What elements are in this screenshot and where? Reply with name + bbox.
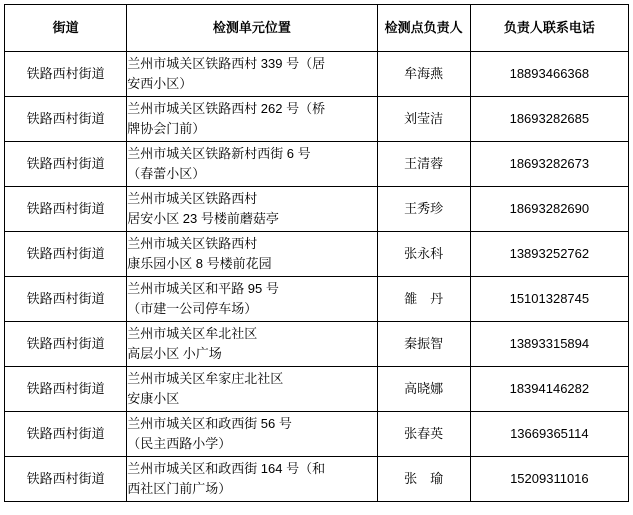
location-line: 兰州市城关区铁路西村	[127, 236, 258, 251]
table-row	[5, 412, 629, 457]
cell-phone: 15209311016	[470, 457, 628, 502]
table-header	[5, 5, 629, 52]
cell-location	[127, 52, 377, 97]
location-line: 牌协会门前）	[127, 121, 206, 136]
cell-street: 铁路西村街道	[5, 412, 127, 457]
location-line: 高层小区 小广场	[127, 346, 222, 361]
cell-location	[127, 277, 377, 322]
table-row	[5, 277, 629, 322]
location-line: 兰州市城关区和政西街 56 号	[127, 416, 292, 431]
location-line: 兰州市城关区和政西街 164 号（和	[127, 461, 326, 476]
cell-street: 铁路西村街道	[5, 97, 127, 142]
location-line: 兰州市城关区铁路新村西街 6 号	[127, 146, 311, 161]
table-row	[5, 97, 629, 142]
cell-phone: 13893315894	[470, 322, 628, 367]
table-row	[5, 322, 629, 367]
cell-person: 张永科	[377, 232, 470, 277]
cell-person: 雒 丹	[377, 277, 470, 322]
location-line: 居安小区 23 号楼前蘑菇亭	[127, 211, 279, 226]
location-line: 西社区门前广场）	[127, 481, 232, 496]
cell-phone: 13893252762	[470, 232, 628, 277]
location-line: 兰州市城关区铁路西村	[127, 191, 258, 206]
location-line: 兰州市城关区铁路西村 262 号（桥	[127, 101, 326, 116]
cell-location	[127, 187, 377, 232]
location-line: 兰州市城关区铁路西村 339 号（居	[127, 56, 326, 71]
cell-street: 铁路西村街道	[5, 322, 127, 367]
cell-street: 铁路西村街道	[5, 277, 127, 322]
location-line: 兰州市城关区和平路 95 号	[127, 281, 279, 296]
column-header-street: 街道	[5, 5, 127, 52]
cell-location	[127, 97, 377, 142]
cell-location	[127, 367, 377, 412]
column-header-person: 检测点负责人	[377, 5, 470, 52]
table-row	[5, 457, 629, 502]
location-line: （春蕾小区）	[127, 166, 206, 181]
cell-location	[127, 142, 377, 187]
cell-street: 铁路西村街道	[5, 232, 127, 277]
table-row	[5, 232, 629, 277]
location-line: 安康小区	[127, 391, 180, 406]
cell-street: 铁路西村街道	[5, 142, 127, 187]
table-body	[5, 52, 629, 502]
location-line: 兰州市城关区牟家庄北社区	[127, 371, 284, 386]
cell-street: 铁路西村街道	[5, 457, 127, 502]
location-line: 康乐园小区 8 号楼前花园	[127, 256, 272, 271]
location-line: （民主西路小学）	[127, 436, 232, 451]
cell-location	[127, 412, 377, 457]
cell-person: 张春英	[377, 412, 470, 457]
cell-person: 王清蓉	[377, 142, 470, 187]
location-line: （市建一公司停车场）	[127, 301, 258, 316]
cell-person: 张 瑜	[377, 457, 470, 502]
cell-street: 铁路西村街道	[5, 52, 127, 97]
cell-phone: 18893466368	[470, 52, 628, 97]
table-header-row	[5, 5, 629, 52]
cell-person: 秦振智	[377, 322, 470, 367]
column-header-location: 检测单元位置	[127, 5, 377, 52]
cell-street: 铁路西村街道	[5, 187, 127, 232]
column-header-phone: 负责人联系电话	[470, 5, 628, 52]
cell-phone: 18693282673	[470, 142, 628, 187]
location-line: 安西小区）	[127, 76, 193, 91]
table-row	[5, 52, 629, 97]
cell-location	[127, 322, 377, 367]
location-line: 兰州市城关区牟北社区	[127, 326, 258, 341]
cell-person: 牟海燕	[377, 52, 470, 97]
cell-phone: 15101328745	[470, 277, 628, 322]
cell-person: 高晓娜	[377, 367, 470, 412]
cell-street: 铁路西村街道	[5, 367, 127, 412]
cell-phone: 18693282685	[470, 97, 628, 142]
detection-points-table	[4, 4, 629, 502]
cell-phone: 18693282690	[470, 187, 628, 232]
cell-person: 王秀珍	[377, 187, 470, 232]
table-row	[5, 367, 629, 412]
table-row	[5, 187, 629, 232]
cell-location	[127, 457, 377, 502]
cell-person: 刘莹洁	[377, 97, 470, 142]
cell-phone: 18394146282	[470, 367, 628, 412]
cell-phone: 13669365114	[470, 412, 628, 457]
cell-location	[127, 232, 377, 277]
table-row	[5, 142, 629, 187]
